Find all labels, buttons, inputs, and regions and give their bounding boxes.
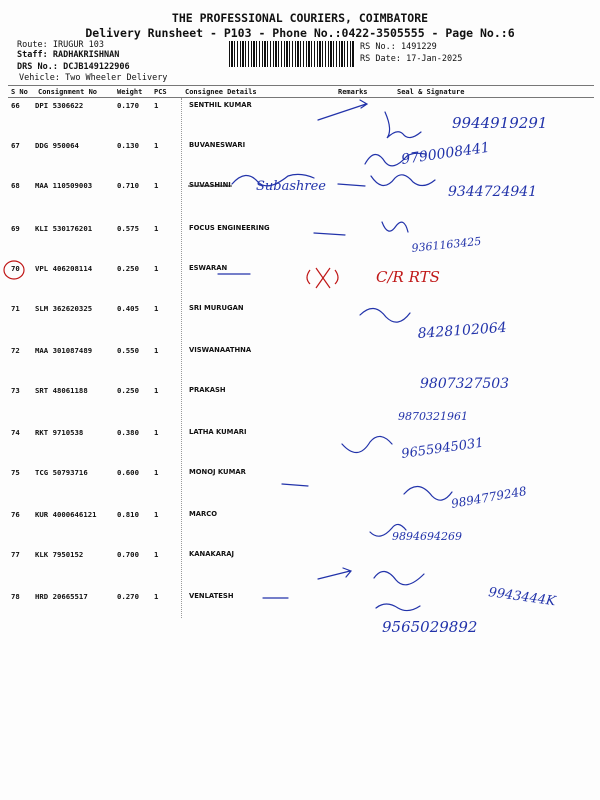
vehicle-value: Two Wheeler Delivery xyxy=(65,73,168,83)
row-weight: 0.810 xyxy=(117,510,139,519)
signature-row78 xyxy=(376,604,420,611)
hw-phone-row77: 9943444K xyxy=(487,585,557,610)
hw-remark-row70: C/R RTS xyxy=(376,268,440,286)
row-weight: 0.130 xyxy=(117,141,139,150)
col-sno: S No xyxy=(11,88,28,96)
col-pcs: PCS xyxy=(154,88,167,96)
route-label: Route: xyxy=(17,40,48,50)
rs-no-label: RS No.: xyxy=(360,42,396,52)
dash-row68 xyxy=(338,184,365,186)
drs-value: DCJB149122906 xyxy=(63,62,130,72)
row-consignment-no: TCG 50793716 xyxy=(35,468,88,477)
col-seal-signature: Seal & Signature xyxy=(397,88,465,96)
hw-phone-row76: 9894694269 xyxy=(392,530,462,543)
dash-row75 xyxy=(282,484,308,486)
tick-mark-row77 xyxy=(318,568,351,579)
row-pcs: 1 xyxy=(154,550,159,559)
row-sno: 68 xyxy=(11,181,20,190)
row-consignment-no: RKT 9710538 xyxy=(35,428,84,437)
row-consignee-name: SUVASHINI xyxy=(189,181,231,189)
row-weight: 0.700 xyxy=(117,550,139,559)
signature-row77 xyxy=(374,571,424,584)
row-consignment-no: KLI 530176201 xyxy=(35,224,93,233)
staff-label: Staff: xyxy=(17,50,48,60)
row-weight: 0.270 xyxy=(117,592,139,601)
row-consignment-no: MAA 110509003 xyxy=(35,181,93,190)
company-name: THE PROFESSIONAL COURIERS, COIMBATORE xyxy=(171,11,429,25)
row-consignment-no: DDG 950064 xyxy=(35,141,79,150)
row-consignment-no: SRT 48061188 xyxy=(35,386,88,395)
row-consignment-no: DPI 5306622 xyxy=(35,101,84,110)
row-pcs: 1 xyxy=(154,592,159,601)
row-consignee-name: KANAKARAJ xyxy=(189,550,235,558)
hw-phone-row73: 9870321961 xyxy=(398,410,468,423)
hw-phone-row72: 9807327503 xyxy=(420,376,510,392)
row-pcs: 1 xyxy=(154,141,159,150)
rs-date-label: RS Date: xyxy=(360,54,401,64)
col-weight: Weight xyxy=(117,88,143,96)
hw-phone-row69: 9361163425 xyxy=(410,234,482,255)
row-consignee-name: SENTHIL KUMAR xyxy=(189,101,252,109)
signature-row75 xyxy=(404,486,452,500)
row-consignment-no: KLK 7950152 xyxy=(35,550,84,559)
hw-phone-row74: 9655945031 xyxy=(400,435,485,462)
row-weight: 0.250 xyxy=(117,264,139,273)
row-sno: 71 xyxy=(11,304,20,313)
row-consignee-name: FOCUS ENGINEERING xyxy=(189,224,270,232)
rs-no-value: 1491229 xyxy=(400,42,437,52)
route-value: IRUGUR 103 xyxy=(52,40,105,50)
row-sno: 67 xyxy=(11,141,20,150)
row-sno: 78 xyxy=(11,592,20,601)
row-consignment-no: VPL 406208114 xyxy=(35,264,93,273)
row-sno: 73 xyxy=(11,386,20,395)
cross-mark-row70 xyxy=(307,268,338,288)
row-pcs: 1 xyxy=(154,224,159,233)
row-pcs: 1 xyxy=(154,181,159,190)
row-consignee-name: PRAKASH xyxy=(189,386,226,394)
staff-value: RADHAKRISHNAN xyxy=(52,50,120,60)
row-weight: 0.250 xyxy=(117,386,139,395)
row-consignment-no: SLM 362620325 xyxy=(35,304,93,313)
tick-mark-row66 xyxy=(318,100,367,120)
col-remarks: Remarks xyxy=(338,88,368,96)
drs-label: DRS No.: xyxy=(17,62,58,72)
runsheet-title: Delivery Runsheet - P103 - Phone No.:0422-3505555 - Page No.:6 xyxy=(85,26,515,40)
signature-row69 xyxy=(382,222,408,232)
col-consignee: Consignee Details xyxy=(185,88,257,96)
vehicle-label: Vehicle: xyxy=(19,73,60,83)
row-sno: 72 xyxy=(11,346,20,355)
hw-phone-row66: 9944919291 xyxy=(452,114,548,132)
row-sno: 77 xyxy=(11,550,20,559)
row-sno: 66 xyxy=(11,101,20,110)
row-pcs: 1 xyxy=(154,428,159,437)
row-weight: 0.710 xyxy=(117,181,139,190)
row-consignee-name: ESWARAN xyxy=(189,264,228,272)
row-consignee-name: VISWANAATHNA xyxy=(189,346,252,354)
row-weight: 0.170 xyxy=(117,101,139,110)
row-pcs: 1 xyxy=(154,468,159,477)
row-consignee-name: MARCO xyxy=(189,510,218,518)
row-sno: 75 xyxy=(11,468,20,477)
rs-date-value: 17-Jan-2025 xyxy=(406,54,463,64)
row-weight: 0.575 xyxy=(117,224,139,233)
hw-phone-row68: 9344724941 xyxy=(448,184,538,200)
row-sno: 70 xyxy=(11,264,20,273)
dash-row69 xyxy=(314,233,345,235)
row-consignment-no: KUR 4000646121 xyxy=(35,510,97,519)
row-sno: 74 xyxy=(11,428,20,437)
hw-name-row68: Subashree xyxy=(256,179,326,194)
row-pcs: 1 xyxy=(154,101,159,110)
col-consignment: Consignment No xyxy=(38,88,98,96)
hw-phone-row75: 9894779248 xyxy=(450,483,528,511)
row-weight: 0.380 xyxy=(117,428,139,437)
signature-row66 xyxy=(385,112,421,138)
row-consignee-name: VENLATESH xyxy=(189,592,234,600)
row-weight: 0.405 xyxy=(117,304,139,313)
row-pcs: 1 xyxy=(154,510,159,519)
row-weight: 0.600 xyxy=(117,468,139,477)
hw-phone-row67: 9790008441 xyxy=(400,139,491,168)
row-pcs: 1 xyxy=(154,386,159,395)
hw-phone-row78: 9565029892 xyxy=(382,618,478,636)
circle-mark-row70 xyxy=(4,261,24,279)
row-consignment-no: HRD 20665517 xyxy=(35,592,88,601)
row-consignee-name: LATHA KUMARI xyxy=(189,428,247,436)
row-consignee-name: MONOJ KUMAR xyxy=(189,468,246,476)
row-consignee-name: BUVANESWARI xyxy=(189,141,246,149)
hw-phone-row71: 8428102064 xyxy=(417,319,508,342)
row-sno: 69 xyxy=(11,224,20,233)
row-sno: 76 xyxy=(11,510,20,519)
row-pcs: 1 xyxy=(154,304,159,313)
signature-row74 xyxy=(342,436,392,452)
signature-row68b xyxy=(371,175,435,186)
row-weight: 0.550 xyxy=(117,346,139,355)
row-pcs: 1 xyxy=(154,346,159,355)
row-consignment-no: MAA 301087489 xyxy=(35,346,93,355)
row-pcs: 1 xyxy=(154,264,159,273)
signature-row71 xyxy=(360,308,410,322)
row-consignee-name: SRI MURUGAN xyxy=(189,304,244,312)
